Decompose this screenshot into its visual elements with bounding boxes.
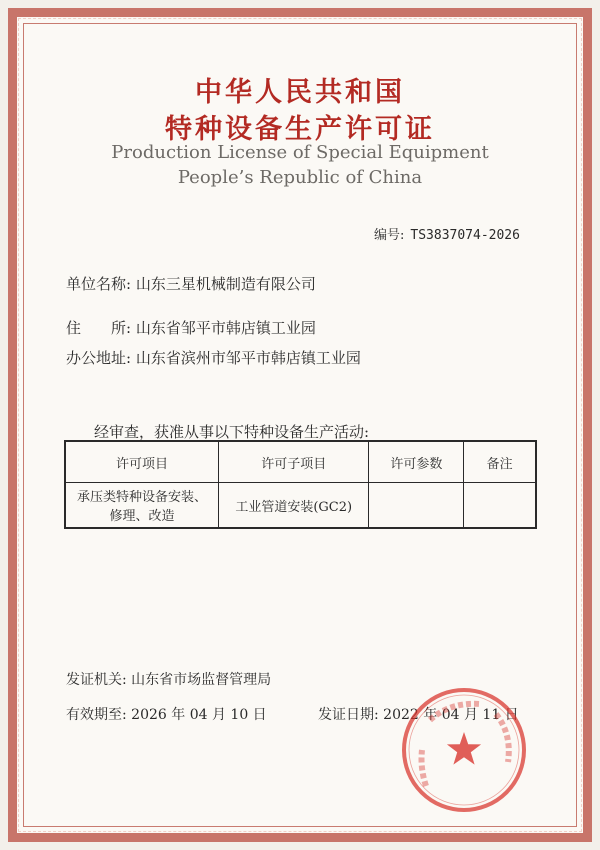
- serial-label: 编号:: [374, 228, 405, 243]
- approval-statement: 经审查，获准从事以下特种设备生产活动:: [94, 423, 370, 441]
- cell-license-item: [65, 483, 218, 529]
- header-remarks: 备注: [464, 441, 536, 483]
- cell-license-item-line1: 承压类特种设备安装、: [76, 490, 207, 505]
- address-value: 山东省邹平市韩店镇工业园: [135, 319, 316, 337]
- header-license-subitem: 许可子项目: [218, 441, 369, 483]
- title-chinese-line2: 特种设备生产许可证: [165, 114, 435, 145]
- title-chinese-line1: 中华人民共和国: [195, 77, 405, 108]
- cell-license-item-line2: 修理、改造: [109, 509, 175, 524]
- header-license-parameter: 许可参数: [369, 441, 464, 483]
- issue-date-value: 2022 年 04 月 11 日: [383, 707, 519, 723]
- unit-name-row: [66, 273, 316, 294]
- valid-until-row: [66, 704, 267, 724]
- address-row: [66, 317, 316, 338]
- valid-until-label: 有效期至:: [66, 707, 127, 723]
- serial-number: [374, 224, 520, 243]
- issuing-authority-value: 山东省市场监督管理局: [131, 672, 272, 688]
- unit-name-value: 山东三星机械制造有限公司: [135, 275, 316, 293]
- issue-date-label: 发证日期:: [318, 707, 379, 723]
- cell-remarks: [464, 483, 536, 529]
- serial-value: TS3837074-2026: [410, 228, 520, 243]
- issuing-authority-row: [66, 669, 271, 689]
- office-address-label: 办公地址:: [66, 349, 132, 367]
- license-table: [64, 440, 537, 529]
- issuing-authority-label: 发证机关:: [66, 672, 127, 688]
- table-header-row: [65, 441, 536, 483]
- office-address-row: [66, 347, 361, 368]
- title-english-line2: People’s Republic of China: [177, 167, 423, 188]
- seal-star-icon: [447, 732, 481, 765]
- cell-license-subitem: 工业管道安装(GC2): [218, 483, 369, 529]
- official-seal-icon: [400, 686, 528, 814]
- cell-license-parameter: [369, 483, 464, 529]
- address-label: 住 所:: [66, 319, 132, 337]
- office-address-value: 山东省滨州市邹平市韩店镇工业园: [135, 349, 361, 367]
- valid-until-value: 2026 年 04 月 10 日: [131, 707, 267, 723]
- table-row: [65, 483, 536, 529]
- unit-name-label: 单位名称:: [66, 275, 132, 293]
- header-license-item: 许可项目: [65, 441, 218, 483]
- title-english-line1: Production License of Special Equipment: [111, 142, 489, 163]
